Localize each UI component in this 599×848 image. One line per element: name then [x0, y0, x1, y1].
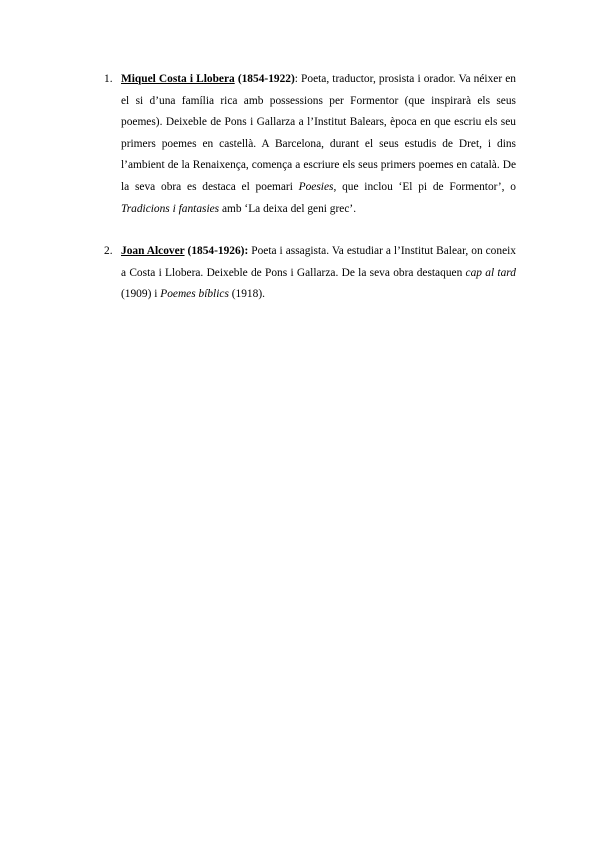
list-number: 1.	[104, 73, 113, 85]
entry-text: Poeta i assagista. Va estudiar a l’Institut Balear, on coneix a Costa i Llobera. Deixeble de Pons i Gallarza. De la seva obra destaquen	[121, 245, 516, 279]
entry-text: Poeta, traductor, prosista i orador. Va néixer en el si d’una família rica amb possessions per Formentor (que inspirarà els seus poemes). Deixeble de Pons i Gallarza a l’Institut Balears, època en que escriu els seu primers poemes en castellà. A Barcelona, durant el seus estudis de Dret, i dins l’ambient de la Renaixença, comença a escriure els seus primers poemes en català. De la seva obra es destaca el poemari	[121, 73, 516, 193]
author-name: Joan Alcover	[121, 245, 185, 258]
author-dates: (1854-1926):	[184, 245, 249, 258]
entry-text: amb ‘La deixa del geni grec’.	[219, 202, 357, 215]
entry-text: (1909) i	[121, 288, 161, 301]
entry-text: , que inclou ‘El pi de Formentor’, o	[333, 180, 516, 193]
work-title: Poemes bíblics	[160, 288, 229, 301]
work-title: Tradicions i fantasies	[121, 202, 220, 215]
list-item	[104, 241, 516, 306]
separator: :	[294, 73, 302, 85]
biography-list	[104, 69, 516, 306]
author-dates: (1854-1922)	[234, 73, 295, 85]
author-name: Miquel Costa i Llobera	[121, 73, 235, 85]
list-number: 2.	[104, 245, 113, 258]
work-title: Poesies	[298, 180, 334, 193]
work-title: cap al tard	[465, 266, 516, 279]
list-item	[104, 69, 516, 220]
entry-text: (1918).	[228, 288, 265, 301]
